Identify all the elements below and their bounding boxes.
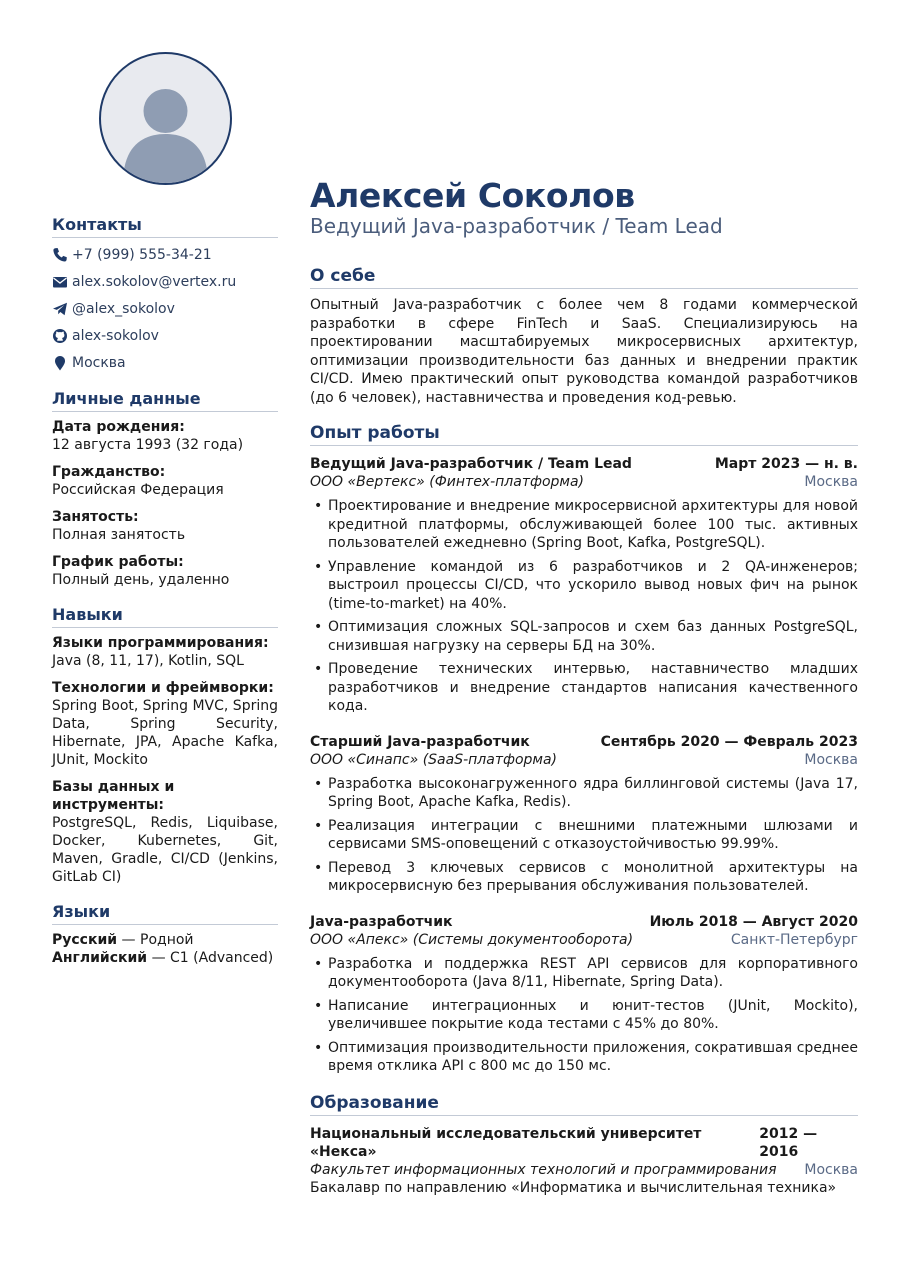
education-degree: Бакалавр по направлению «Информатика и вычислительная техника» xyxy=(310,1179,837,1196)
list-item: • Управление командой из 6 разработчиков и 2 QA-инженеров; выстроил процессы CI/CD, что ускорило вывод новых фич на рынок (time-to-market) на 40%. xyxy=(310,558,858,614)
job-company: ООО «Вертекс» (Финтех-платформа) xyxy=(310,474,584,490)
job-position: Ведущий Java-разработчик / Team Lead xyxy=(310,456,632,472)
skills-title: Навыки xyxy=(52,606,278,628)
contact-phone[interactable] xyxy=(52,246,278,264)
language-level: — Родной xyxy=(117,932,194,948)
personal-label: Гражданство: xyxy=(52,464,166,480)
job-entry xyxy=(310,455,858,716)
job-header xyxy=(310,913,858,931)
personal-value: 12 августа 1993 (32 года) xyxy=(52,437,244,453)
contact-email-text: alex.sokolov@vertex.ru xyxy=(72,274,237,290)
job-bullets xyxy=(310,497,858,716)
job-entry xyxy=(310,733,858,896)
education-header xyxy=(310,1125,858,1161)
language-level: — C1 (Advanced) xyxy=(147,950,274,966)
github-icon xyxy=(52,328,68,344)
about-text: Опытный Java-разработчик с более чем 8 годами коммерческой разработки в сфере FinTech и SaaS. Специализируюсь на проектировании масштабируемых микросервисных архитектур, оптимизации производительности баз данных и внедрении практик CI/CD. Имею практический опыт руководства командой разработчиков (до 6 человек), наставничества и проведения код-ревью. xyxy=(310,297,858,406)
list-item: • Написание интеграционных и юнит-тестов (JUnit, Mockito), увеличившее покрытие кода тестами с 45% до 80%. xyxy=(310,997,858,1034)
contacts-title: Контакты xyxy=(52,216,278,238)
education-subheader xyxy=(310,1161,858,1179)
skill-group-label: Базы данных и инструменты: xyxy=(52,779,175,813)
experience-title: Опыт работы xyxy=(310,424,858,446)
contact-phone-text: +7 (999) 555-34-21 xyxy=(72,247,212,263)
personal-item xyxy=(52,553,278,589)
contact-github[interactable] xyxy=(52,327,278,345)
skill-group xyxy=(52,778,278,886)
skill-group-value: Java (8, 11, 17), Kotlin, SQL xyxy=(52,653,244,669)
job-header xyxy=(310,733,858,751)
job-city: Москва xyxy=(804,474,858,490)
personal-title: Личные данные xyxy=(52,390,278,412)
personal-value: Полный день, удаленно xyxy=(52,572,230,588)
sidebar xyxy=(52,216,278,967)
job-dates: Июль 2018 — Август 2020 xyxy=(649,913,858,930)
language-name: Английский xyxy=(52,950,148,966)
list-item: • Проведение технических интервью, наставничество младших разработчиков и внедрение стандартов написания качественного кода. xyxy=(310,660,858,716)
job-bullets xyxy=(310,955,858,1076)
skill-group-label: Языки программирования: xyxy=(52,635,269,651)
education-institution: Национальный исследовательский университет «Некса» xyxy=(310,1125,702,1160)
list-item: • Разработка высоконагруженного ядра биллинговой системы (Java 17, Spring Boot, Apache Kafka, Redis). xyxy=(310,775,858,812)
list-item: • Проектирование и внедрение микросервисной архитектуры для новой кредитной платформы, обслуживающей более 100 тыс. активных пользователей ежедневно (Spring Boot, Kafka, PostgreSQL). xyxy=(310,497,858,553)
job-subheader xyxy=(310,473,858,491)
user-silhouette-icon xyxy=(101,54,230,183)
contacts-list xyxy=(52,246,278,372)
job-bullets xyxy=(310,775,858,896)
job-company: ООО «Синапс» (SaaS-платформа) xyxy=(310,751,558,768)
languages-title: Языки xyxy=(52,903,278,925)
avatar xyxy=(99,52,232,185)
contact-telegram-text: @alex_sokolov xyxy=(72,301,175,317)
job-position: Java-разработчик xyxy=(310,913,453,930)
job-entry xyxy=(310,913,858,1076)
job-city: Санкт-Петербург xyxy=(730,931,858,948)
education-entry xyxy=(310,1125,858,1197)
list-item: • Разработка и поддержка REST API сервисов для корпоративного документооборота (Java 8/11, Hibernate, Spring Data). xyxy=(310,955,858,992)
contact-email[interactable] xyxy=(52,273,278,291)
skill-group-value: PostgreSQL, Redis, Liquibase, Docker, Kubernetes, Git, Maven, Gradle, CI/CD (Jenkins, GitLab CI) xyxy=(52,815,278,885)
list-item: • Реализация интеграции с внешними платежными шлюзами и сервисами SMS-оповещений с отказоустойчивостью 99.99%. xyxy=(310,817,858,854)
personal-item xyxy=(52,463,278,499)
skill-group-value: Spring Boot, Spring MVC, Spring Data, Spring Security, Hibernate, JPA, Apache Kafka, JUnit, Mockito xyxy=(52,698,278,768)
personal-item xyxy=(52,508,278,544)
language-item xyxy=(52,949,278,967)
telegram-icon xyxy=(52,301,68,317)
skill-group-label: Технологии и фреймворки: xyxy=(52,680,274,696)
personal-label: График работы: xyxy=(52,554,184,570)
language-name: Русский xyxy=(52,932,118,948)
contact-github-text: alex-sokolov xyxy=(72,328,159,344)
list-item: • Перевод 3 ключевых сервисов с монолитной архитектуры на микросервисную без прерывания обслуживания пользователей. xyxy=(310,859,858,896)
contact-telegram[interactable] xyxy=(52,300,278,318)
candidate-position: Ведущий Java-разработчик / Team Lead xyxy=(310,214,723,238)
list-item: • Оптимизация сложных SQL-запросов и схем баз данных PostgreSQL, снизившая нагрузку на серверы БД на 30%. xyxy=(310,618,858,655)
envelope-icon xyxy=(52,274,68,290)
job-city: Москва xyxy=(804,751,858,768)
job-subheader xyxy=(310,751,858,769)
phone-icon xyxy=(52,247,68,263)
personal-label: Занятость: xyxy=(52,509,139,525)
job-subheader xyxy=(310,931,858,949)
language-item xyxy=(52,931,278,949)
personal-label: Дата рождения: xyxy=(52,419,185,435)
personal-value: Полная занятость xyxy=(52,527,186,543)
education-city: Москва xyxy=(804,1161,858,1178)
personal-value: Российская Федерация xyxy=(52,482,224,498)
contact-location-text: Москва xyxy=(72,355,126,371)
list-item: • Оптимизация производительности приложения, сократившая среднее время отклика API с 800 мс до 150 мс. xyxy=(310,1039,858,1076)
contact-location xyxy=(52,354,278,372)
skill-group xyxy=(52,679,278,769)
job-position: Старший Java-разработчик xyxy=(310,733,530,750)
job-header xyxy=(310,455,858,473)
education-faculty: Факультет информационных технологий и программирования xyxy=(310,1161,777,1178)
candidate-name: Алексей Соколов xyxy=(310,176,635,215)
education-years: 2012 — 2016 xyxy=(759,1125,818,1160)
personal-item xyxy=(52,418,278,454)
about-title: О себе xyxy=(310,267,858,289)
map-marker-icon xyxy=(52,355,68,371)
skill-group xyxy=(52,634,278,670)
job-dates: Сентябрь 2020 — Февраль 2023 xyxy=(600,733,858,750)
education-title: Образование xyxy=(310,1094,858,1116)
job-dates: Март 2023 — н. в. xyxy=(714,456,858,472)
job-company: ООО «Апекс» (Системы документооборота) xyxy=(310,931,634,948)
main-column xyxy=(310,176,858,1197)
